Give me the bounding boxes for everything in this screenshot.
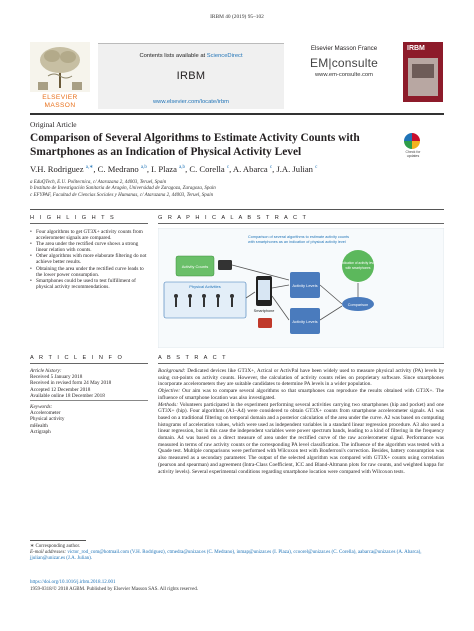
ga-caption-line1: Comparison of several algorithms to estimate activity counts: [248, 235, 350, 239]
publisher-name: Elsevier Masson France: [310, 45, 378, 52]
ga-smartphone-screen: [258, 280, 270, 300]
cover-picture-detail: [412, 64, 434, 78]
highlight-item: • Four algorithms to get GT3X+ activity counts from accelerometer signals are compared.: [30, 229, 148, 241]
graphical-abstract-diagram: [158, 228, 444, 348]
ga-comparison-label: Comparison: [347, 303, 369, 307]
abstract-background: [158, 368, 444, 388]
ga-bubble-label-2: with smartphones: [345, 266, 371, 270]
footnotes: [30, 544, 444, 563]
emails-label: E-mail addresses:: [30, 550, 67, 556]
article-info: [30, 368, 148, 435]
history-item: Available online 18 December 2018: [30, 392, 105, 399]
author-name[interactable]: I. Plaza: [151, 164, 180, 174]
affiliation-a: a EduQTech, E.U. Politecnica, c/ Atarazana 2, 44003, Teruel, Spain: [30, 180, 167, 185]
contents-prefix: Contents lists available at: [139, 53, 206, 59]
ga-bubble-label: Indication of activity level: [340, 261, 376, 265]
graphical-abstract-rule: [158, 223, 444, 224]
highlight-item: • Obtaining the area under the rectified curve leads to the lower power consumption.: [30, 266, 148, 278]
author-name[interactable]: V.H. Rodriguez: [30, 164, 86, 174]
affiliations: [30, 180, 450, 199]
email-links[interactable]: victor_rod_com@hotmail.com (V.H. Rodriguez), ctmedra@unizar.es (C. Medrano), inmap@unizar.es (I. Plaza), ccoorel@unizar.es (C. Corella), aabarca@unizar.es (A. Abarca), jjulian@unizar.es (J.A. Julian).: [30, 550, 422, 562]
journal-cover-image[interactable]: [403, 42, 443, 102]
highlight-item: • Other algorithms with more elaborate filtering do not achieve better results.: [30, 253, 148, 265]
highlight-item: • Smartphones could be used to test fulfillment of physical activity recommendations.: [30, 278, 148, 290]
abstract-rule: [158, 363, 444, 364]
journal-header-box: [98, 43, 284, 109]
em-consulte-url[interactable]: www.em-consulte.com: [315, 72, 373, 78]
ga-activity-levels-label-top: Activity Levels: [292, 283, 318, 288]
graphical-abstract-figure: [158, 228, 444, 348]
ga-smartphone-label: Smartphone: [253, 309, 275, 313]
corresponding-author-note: ∗ Corresponding author.: [30, 544, 81, 549]
email-addresses: [30, 550, 444, 562]
keyword-item: Accelerometer: [30, 410, 61, 417]
author-affiliation-marker[interactable]: a,b: [140, 165, 147, 171]
history-item: Accepted 12 December 2018: [30, 386, 91, 393]
highlights-list: [30, 229, 148, 290]
abstract-body: [158, 368, 444, 475]
abstract-heading: A B S T R A C T: [158, 355, 228, 361]
ga-activity-levels-label-bottom: Activity Levels: [292, 319, 318, 324]
author-name[interactable]: C. Corella: [189, 164, 227, 174]
journal-name: IRBM: [176, 70, 206, 82]
author-name[interactable]: J.A. Julian: [276, 164, 316, 174]
publisher-logo-text: ELSEVIER MASSON: [42, 94, 78, 109]
objective-label: Objective:: [158, 388, 181, 395]
footnote-divider: [30, 540, 86, 541]
elsevier-tree-icon: [30, 42, 90, 92]
methods-text: Volunteers participated in the experiment performing several activities carrying two smartphones (hip and pocket) and one GT3X+ (hip). Four algorithms (A1–A4) were considered to obtain GT3X+ counts from smartphone accelerometer signals. A1 was based on a traditional filtering on temporal domain and a posterior calculation of the area under the curve. A2 was based on computing histograms of acceleration values, which were used as independent variables in a standard linear regression procedure. A3 also used a linear regression, but in this case the independent variables were power spectrum bands, leading to a kind of filtering in the frequency domain. A4 was based on a direct measure of area under the rectified curve of the raw accelerometer signal. Performance was measured in terms of raw activity counts or the corresponding PA level classification. The influence of the algorithm was tested with a Quade test. Multiple comparisons were performed with Wilcoxon test with Bonferroni's correction. Besides, battery consumption was also measured as a secondary parameter. The output of the selected algorithm was compared with GT3X+ counts using correlation (pearson and spearman) and agreement (Intra-Class Coefficient, ICC and Bland-Altmann plots for raw counts, and weighted kappa for activity levels). Several experimental conditions regarding smartphone location were compared with Wilcoxon tests.: [158, 401, 444, 475]
author-name[interactable]: A. Abarca: [232, 164, 270, 174]
article-info-rule: [30, 363, 148, 364]
highlights-heading: H I G H L I G H T S: [30, 215, 116, 221]
ga-activity-counts-label: Activity Counts: [181, 264, 209, 269]
cover-title: IRBM: [407, 45, 425, 52]
issn-copyright: 1959-0318/© 2018 AGBM. Published by Elsevier Masson SAS. All rights reserved.: [30, 587, 199, 592]
methods-label: Methods:: [158, 401, 179, 408]
author-list: V.H. Rodriguez $^{a,∗}$, C. Medrano $^{a,b}$, I. Plaza $^{a,b}$, C. Corella $^c$, A. Abarca $^c$, J.A. Julian $^c$: [30, 164, 318, 174]
abstract-objective: [158, 388, 444, 401]
ga-physical-activities-label: Physical Activities: [189, 284, 221, 289]
crossmark-label: Check for updates: [405, 150, 421, 158]
author-affiliation-marker[interactable]: a,b: [179, 165, 186, 171]
author-affiliation-marker[interactable]: c: [226, 165, 230, 171]
header-divider: [30, 113, 444, 115]
article-title: Comparison of Several Algorithms to Estimate Activity Counts with Smartphones as an Indication of Physical Activity Level: [30, 132, 360, 158]
keywords-label: Keywords:: [30, 404, 53, 411]
article-info-heading: A R T I C L E I N F O: [30, 355, 124, 361]
elsevier-logo[interactable]: [30, 42, 90, 110]
sciencedirect-link[interactable]: ScienceDirect: [206, 53, 243, 59]
contents-line: [98, 53, 284, 59]
crossmark-icon[interactable]: [404, 133, 420, 149]
author-name[interactable]: C. Medrano: [97, 164, 141, 174]
ga-device-icon-red: [258, 318, 272, 328]
article-info-divider: [30, 400, 148, 401]
highlights-rule: [30, 223, 148, 224]
ga-caption-line2: with smartphones as an indication of physical activity level: [248, 240, 346, 244]
history-item: Received 5 January 2018: [30, 374, 83, 381]
author-affiliation-marker[interactable]: c: [315, 165, 318, 171]
affiliation-b: b Instituto de Investigación Sanitaria de Aragón, Universidad de Zaragoza, Zaragoza, Spain: [30, 186, 216, 192]
background-label: Background:: [158, 368, 186, 374]
affiliation-c: c EFYPAF, Facultad de Ciencias Sociales y Humanas, c/ Atarazana 2, 44003, Teruel, Spain: [30, 192, 214, 198]
keyword-item: mHealth: [30, 422, 48, 429]
highlight-item: • The area under the rectified curve shows a strong linear relation with counts.: [30, 241, 148, 253]
section-divider: [30, 209, 444, 210]
author-affiliation-marker[interactable]: a,∗: [85, 165, 94, 171]
background-text: Dedicated devices like GT3X+, Actical or ActivPal have been widely used to measure physical activity (PA) levels by using cut-points on activity counts. However, the calculation of activity counts relies on proprietary software. Since smartphones incorporate accelerometers they are suitable candidates to determine PA levels in a wider population.: [158, 368, 445, 388]
graphical-abstract-heading: G R A P H I C A L A B S T R A C T: [158, 215, 308, 221]
keyword-item: Actigraph: [30, 428, 51, 435]
doi-link[interactable]: https://doi.org/10.1016/j.irbm.2018.12.001: [30, 580, 116, 585]
journal-reference: IRBM 40 (2019) 95–102: [210, 14, 264, 20]
keyword-item: Physical activity: [30, 416, 65, 423]
objective-text: Our aim was to compare several algorithms so that smartphones can reproduce the results obtained with GT3X+. The influence of smartphone location was also investigated.: [158, 388, 444, 401]
abstract-methods: [158, 402, 444, 476]
article-type: Original Article: [30, 120, 77, 129]
history-label: Article history:: [30, 368, 62, 374]
journal-url-link[interactable]: www.elsevier.com/locate/irbm: [152, 99, 230, 105]
author-affiliation-marker[interactable]: c: [269, 165, 273, 171]
em-consulte-logo: EM|consulte: [309, 56, 378, 70]
history-item: Received in revised form 24 May 2018: [30, 380, 112, 387]
ga-device-icon: [218, 260, 232, 270]
publisher-block: [290, 43, 398, 109]
